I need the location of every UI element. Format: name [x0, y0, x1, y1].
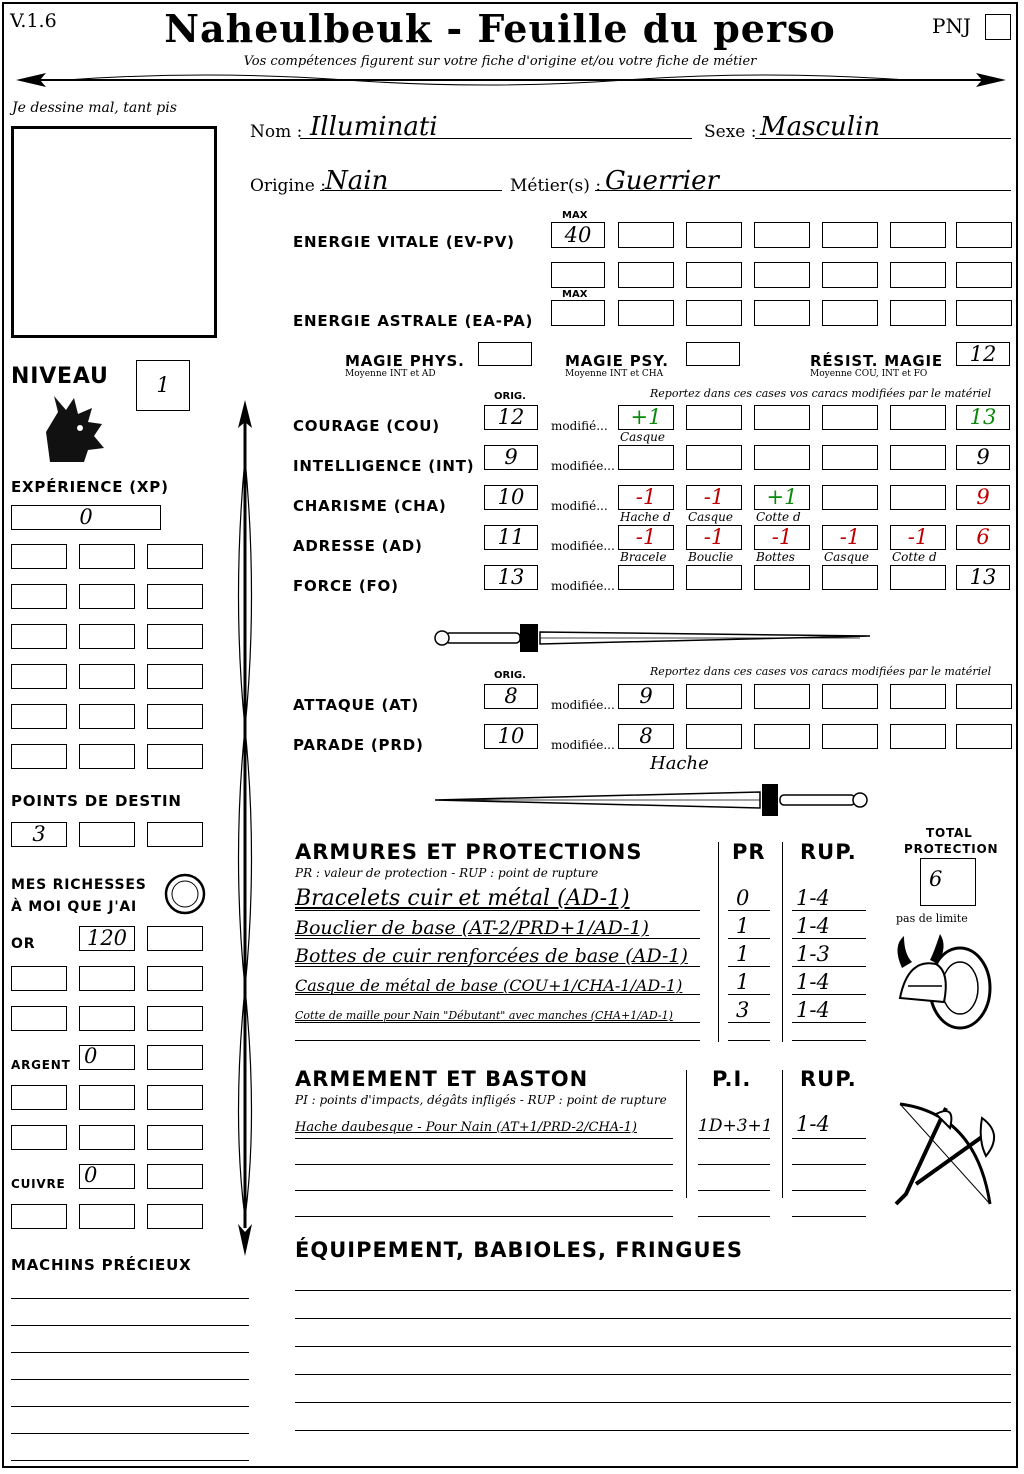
- carac-mod-box[interactable]: [890, 405, 946, 430]
- armement-divider-2: [782, 1070, 783, 1198]
- weapon-line: [295, 1190, 673, 1191]
- machins-line: [11, 1298, 249, 1299]
- carac-mod-note: Casque: [824, 550, 870, 564]
- argent-grid-box[interactable]: [147, 1125, 203, 1150]
- ev-box[interactable]: [618, 222, 674, 248]
- nom-label: Nom :: [250, 122, 303, 142]
- carac-mod-box[interactable]: [822, 445, 878, 470]
- xp-grid-box[interactable]: [79, 744, 135, 769]
- caracs-report-note: Reportez dans ces cases vos caracs modifiées par le matériel: [650, 387, 992, 400]
- armure-pr[interactable]: 0: [736, 886, 750, 910]
- caracs-orig-label: ORIG.: [494, 391, 526, 402]
- equipement-line: [295, 1430, 1011, 1431]
- armure-line: [295, 966, 700, 967]
- xp-grid-box[interactable]: [79, 624, 135, 649]
- combat-mod-box[interactable]: [686, 684, 742, 709]
- equipement-line: [295, 1318, 1011, 1319]
- carac-mod-box[interactable]: -1: [754, 525, 810, 550]
- weapons-icon: [886, 1094, 1006, 1216]
- armure-name[interactable]: Bottes de cuir renforcées de base (AD-1): [295, 945, 688, 967]
- argent-grid-box[interactable]: [11, 1085, 67, 1110]
- nom-value[interactable]: Illuminati: [310, 112, 438, 142]
- armure-pr-line: [728, 910, 770, 911]
- vertical-spear-icon: [228, 398, 262, 1258]
- cuivre-grid-box[interactable]: [147, 1204, 203, 1229]
- weapon-rup[interactable]: 1-4: [796, 1112, 830, 1136]
- metier-label: Métier(s) :: [510, 176, 602, 196]
- or-grid-box[interactable]: [79, 966, 135, 991]
- armure-line: [295, 1040, 700, 1041]
- pnj-label: PNJ: [932, 14, 971, 38]
- carac-mod-box[interactable]: [618, 565, 674, 590]
- carac-final-box[interactable]: 6: [956, 525, 1010, 550]
- or-grid-box[interactable]: [11, 1006, 67, 1031]
- ev-box[interactable]: [890, 222, 946, 248]
- xp-grid-box[interactable]: [11, 744, 67, 769]
- nom-line: [300, 138, 692, 139]
- cuivre-label: CUIVRE: [11, 1177, 66, 1191]
- combat-modif-label: modifiée...: [551, 698, 615, 712]
- ea-box[interactable]: [822, 300, 878, 326]
- argent-grid-box[interactable]: [11, 1125, 67, 1150]
- magie-psy-box[interactable]: [686, 342, 740, 366]
- coin-icon: [162, 872, 208, 916]
- combat-mod-box[interactable]: [890, 724, 946, 749]
- ev-max-box[interactable]: 40: [551, 222, 605, 248]
- weapon-note: Hache: [650, 753, 709, 774]
- armement-rup-label: RUP.: [800, 1067, 857, 1091]
- origine-value[interactable]: Nain: [325, 166, 389, 196]
- carac-modif-label: modifié...: [551, 419, 608, 433]
- weapon-pi-line: [698, 1216, 770, 1217]
- armures-divider-2: [782, 842, 783, 1042]
- resist-magie-sub: Moyenne COU, INT et FO: [810, 369, 928, 379]
- combat-mod-box[interactable]: 8: [618, 724, 674, 749]
- carac-mod-box[interactable]: -1: [618, 485, 674, 510]
- armure-pr[interactable]: 1: [736, 942, 750, 966]
- armure-line: [295, 1022, 700, 1023]
- weapon-pi-line: [698, 1138, 770, 1139]
- niveau-label: NIVEAU: [11, 364, 109, 389]
- carac-mod-note: Bouclie: [688, 550, 734, 564]
- carac-mod-box[interactable]: [822, 565, 878, 590]
- carac-mod-note: Casque: [620, 430, 666, 444]
- carac-mod-box[interactable]: [822, 485, 878, 510]
- armure-pr-line: [728, 1040, 770, 1041]
- ev-max-label: MAX: [562, 210, 588, 221]
- armure-pr-line: [728, 994, 770, 995]
- ea-box[interactable]: [956, 300, 1012, 326]
- sexe-label: Sexe :: [704, 122, 757, 142]
- armure-name[interactable]: Bracelets cuir et métal (AD-1): [295, 886, 630, 911]
- or-label: OR: [11, 936, 36, 952]
- xp-grid-box[interactable]: [79, 584, 135, 609]
- combat-mod-box[interactable]: [686, 724, 742, 749]
- destin-label: POINTS DE DESTIN: [11, 792, 182, 810]
- combat-mod-box[interactable]: [956, 684, 1012, 709]
- weapon-rup-line: [792, 1138, 866, 1139]
- carac-mod-box[interactable]: -1: [822, 525, 878, 550]
- or-box-2[interactable]: [147, 926, 203, 951]
- weapon-rup-line: [792, 1216, 866, 1217]
- weapon-rup-line: [792, 1190, 866, 1191]
- total-protection-label-1: TOTAL: [926, 826, 973, 840]
- or-box[interactable]: 120: [79, 926, 135, 951]
- origine-line: [320, 190, 502, 191]
- carac-label: INTELLIGENCE (INT): [293, 457, 475, 475]
- armure-rup-line: [792, 966, 866, 967]
- armure-line: [295, 994, 700, 995]
- ev-box[interactable]: [754, 222, 810, 248]
- magie-psy-sub: Moyenne INT et CHA: [565, 369, 664, 379]
- magie-phys-box[interactable]: [478, 342, 532, 366]
- xp-grid-box[interactable]: [147, 544, 203, 569]
- armure-line: [295, 938, 700, 939]
- armure-rup[interactable]: 1-4: [796, 998, 830, 1022]
- resist-magie-label: RÉSIST. MAGIE: [810, 352, 943, 370]
- sexe-value[interactable]: Masculin: [760, 112, 881, 142]
- armement-divider-1: [686, 1070, 687, 1198]
- weapon-pi[interactable]: 1D+3+1: [698, 1116, 773, 1136]
- armure-rup[interactable]: 1-3: [796, 942, 830, 966]
- equipement-line: [295, 1346, 1011, 1347]
- armure-pr[interactable]: 1: [736, 970, 750, 994]
- armure-rup[interactable]: 1-4: [796, 970, 830, 994]
- carac-orig-box[interactable]: 12: [484, 405, 538, 430]
- armure-rup-line: [792, 910, 866, 911]
- ea-box[interactable]: [686, 300, 742, 326]
- cuivre-box[interactable]: 0: [79, 1164, 135, 1189]
- resist-magie-box[interactable]: 12: [956, 342, 1010, 366]
- carac-final-box[interactable]: 9: [956, 485, 1010, 510]
- armure-name[interactable]: Bouclier de base (AT-2/PRD+1/AD-1): [295, 917, 649, 939]
- portrait-caption: Je dessine mal, tant pis: [12, 100, 177, 116]
- xp-grid-box[interactable]: [11, 544, 67, 569]
- weapon-line: [295, 1216, 673, 1217]
- carac-mod-box[interactable]: [822, 405, 878, 430]
- armure-rup[interactable]: 1-4: [796, 886, 830, 910]
- xp-grid-box[interactable]: [11, 704, 67, 729]
- machins-label: MACHINS PRÉCIEUX: [11, 1256, 192, 1274]
- weapon-rup-line: [792, 1164, 866, 1165]
- carac-mod-box[interactable]: [754, 565, 810, 590]
- xp-grid-box[interactable]: [147, 704, 203, 729]
- carac-label: COURAGE (COU): [293, 417, 440, 435]
- ev-box-row2[interactable]: [618, 262, 674, 288]
- carac-mod-box[interactable]: [890, 485, 946, 510]
- combat-label: ATTAQUE (AT): [293, 696, 420, 714]
- armement-title: ARMEMENT ET BASTON: [295, 1067, 589, 1091]
- xp-grid-box[interactable]: [147, 584, 203, 609]
- spear-divider-icon: [6, 68, 1016, 92]
- sexe-line: [755, 138, 1011, 139]
- carac-final-box[interactable]: 9: [956, 445, 1010, 470]
- machins-line: [11, 1352, 249, 1353]
- or-grid-box[interactable]: [11, 966, 67, 991]
- carac-mod-note: Bottes: [756, 550, 795, 564]
- xp-grid-box[interactable]: [147, 744, 203, 769]
- xp-grid-box[interactable]: [147, 664, 203, 689]
- carac-mod-box[interactable]: [686, 405, 742, 430]
- combat-mod-box[interactable]: 9: [618, 684, 674, 709]
- xp-grid-box[interactable]: [79, 704, 135, 729]
- machins-line: [11, 1460, 249, 1461]
- ev-box-row2[interactable]: [890, 262, 946, 288]
- carac-mod-box[interactable]: [890, 445, 946, 470]
- carac-label: ADRESSE (AD): [293, 537, 423, 555]
- carac-orig-box[interactable]: 11: [484, 525, 538, 550]
- combat-modif-label: modifiée...: [551, 738, 615, 752]
- combat-mod-box[interactable]: [956, 724, 1012, 749]
- armure-line: [295, 910, 700, 911]
- argent-label: ARGENT: [11, 1058, 71, 1072]
- combat-orig-box[interactable]: 10: [484, 724, 538, 749]
- magie-phys-sub: Moyenne INT et AD: [345, 369, 436, 379]
- equipement-line: [295, 1290, 1011, 1291]
- carac-mod-box[interactable]: [754, 445, 810, 470]
- destin-box-3[interactable]: [147, 822, 203, 847]
- carac-mod-box[interactable]: -1: [890, 525, 946, 550]
- armures-sub: PR : valeur de protection - RUP : point de rupture: [295, 866, 599, 880]
- ea-max-label: MAX: [562, 289, 588, 300]
- carac-label: FORCE (FO): [293, 577, 399, 595]
- version-label: V.1.6: [10, 10, 57, 32]
- cuivre-box-2[interactable]: [147, 1164, 203, 1189]
- combat-mod-box[interactable]: [822, 684, 878, 709]
- machins-line: [11, 1325, 249, 1326]
- combat-orig-label: ORIG.: [494, 670, 526, 681]
- xp-label: EXPÉRIENCE (XP): [11, 478, 169, 496]
- carac-mod-box[interactable]: [686, 445, 742, 470]
- richesses-label-1: MES RICHESSES: [11, 877, 147, 893]
- xp-box[interactable]: 0: [11, 505, 161, 530]
- weapon-line: [295, 1138, 673, 1139]
- armure-rup[interactable]: 1-4: [796, 914, 830, 938]
- argent-grid-box[interactable]: [79, 1125, 135, 1150]
- carac-label: CHARISME (CHA): [293, 497, 447, 515]
- ev-box-row2[interactable]: [822, 262, 878, 288]
- armure-pr[interactable]: 3: [736, 998, 750, 1022]
- machins-line: [11, 1406, 249, 1407]
- armure-name[interactable]: Cotte de maille pour Nain "Débutant" avec manches (CHA+1/AD-1): [295, 1009, 673, 1022]
- carac-modif-label: modifiée...: [551, 579, 615, 593]
- carac-final-box[interactable]: 13: [956, 565, 1010, 590]
- carac-mod-box[interactable]: [618, 445, 674, 470]
- xp-grid-box[interactable]: [147, 624, 203, 649]
- metier-line: [595, 190, 1011, 191]
- richesses-label-2: À MOI QUE J'AI: [11, 899, 138, 915]
- sword-icon: [430, 618, 875, 658]
- armure-name[interactable]: Casque de métal de base (COU+1/CHA-1/AD-1): [295, 976, 683, 995]
- weapon-line: [295, 1164, 673, 1165]
- carac-mod-box[interactable]: -1: [618, 525, 674, 550]
- carac-orig-box[interactable]: 10: [484, 485, 538, 510]
- xp-grid-box[interactable]: [11, 584, 67, 609]
- magie-psy-label: MAGIE PSY.: [565, 352, 669, 370]
- cuivre-grid-box[interactable]: [11, 1204, 67, 1229]
- armure-pr-line: [728, 938, 770, 939]
- niveau-box[interactable]: 1: [136, 360, 190, 411]
- carac-modif-label: modifié...: [551, 499, 608, 513]
- armement-sub: PI : points d'impacts, dégâts infligés - RUP : point de rupture: [295, 1093, 667, 1107]
- ea-box[interactable]: [618, 300, 674, 326]
- carac-mod-box[interactable]: [754, 405, 810, 430]
- or-grid-box[interactable]: [147, 966, 203, 991]
- ev-label: ENERGIE VITALE (EV-PV): [293, 233, 515, 251]
- carac-mod-box[interactable]: [686, 565, 742, 590]
- armement-pi-label: P.I.: [712, 1067, 752, 1091]
- armure-pr-line: [728, 1022, 770, 1023]
- armures-title: ARMURES ET PROTECTIONS: [295, 840, 643, 864]
- argent-grid-box[interactable]: [79, 1085, 135, 1110]
- weapon-pi-line: [698, 1164, 770, 1165]
- combat-report-note: Reportez dans ces cases vos caracs modifiées par le matériel: [650, 665, 992, 678]
- xp-grid-box[interactable]: [79, 544, 135, 569]
- combat-mod-box[interactable]: [754, 684, 810, 709]
- carac-orig-box[interactable]: 9: [484, 445, 538, 470]
- page-subtitle: Vos compétences figurent sur votre fiche d'origine et/ou votre fiche de métier: [243, 54, 757, 69]
- ev-box-row2[interactable]: [956, 262, 1012, 288]
- ev-box[interactable]: [686, 222, 742, 248]
- carac-mod-box[interactable]: -1: [686, 525, 742, 550]
- equipement-line: [295, 1402, 1011, 1403]
- armure-rup-line: [792, 994, 866, 995]
- equipement-title: ÉQUIPEMENT, BABIOLES, FRINGUES: [295, 1238, 743, 1262]
- helmet-shield-icon: [888, 928, 998, 1038]
- metier-value[interactable]: Guerrier: [605, 166, 719, 196]
- ev-box-row2[interactable]: [754, 262, 810, 288]
- portrait-box[interactable]: [11, 126, 217, 338]
- ev-box-row2[interactable]: [686, 262, 742, 288]
- armure-rup-line: [792, 1040, 866, 1041]
- combat-mod-box[interactable]: [822, 724, 878, 749]
- or-grid-box[interactable]: [147, 1006, 203, 1031]
- ev-box[interactable]: [822, 222, 878, 248]
- armures-divider-1: [718, 842, 719, 1042]
- origine-label: Origine :: [250, 176, 326, 196]
- carac-mod-box[interactable]: [890, 565, 946, 590]
- ea-max-box[interactable]: [551, 300, 605, 326]
- ev-box[interactable]: [956, 222, 1012, 248]
- armures-pr-label: PR: [732, 840, 766, 864]
- ea-box[interactable]: [890, 300, 946, 326]
- argent-grid-box[interactable]: [147, 1085, 203, 1110]
- armure-pr-line: [728, 966, 770, 967]
- carac-mod-note: Hache d: [620, 510, 671, 524]
- carac-modif-label: modifiée...: [551, 539, 615, 553]
- or-grid-box[interactable]: [79, 1006, 135, 1031]
- destin-box-1[interactable]: 3: [11, 822, 67, 847]
- armure-pr[interactable]: 1: [736, 914, 750, 938]
- combat-mod-box[interactable]: [890, 684, 946, 709]
- combat-label: PARADE (PRD): [293, 736, 424, 754]
- carac-modif-label: modifiée...: [551, 459, 615, 473]
- combat-orig-box[interactable]: 8: [484, 684, 538, 709]
- ea-box[interactable]: [754, 300, 810, 326]
- weapon-pi-line: [698, 1190, 770, 1191]
- dragon-icon: [40, 392, 106, 464]
- ev-box-row2-first[interactable]: [551, 262, 605, 288]
- carac-mod-box[interactable]: +1: [754, 485, 810, 510]
- carac-orig-box[interactable]: 13: [484, 565, 538, 590]
- xp-grid-box[interactable]: [11, 624, 67, 649]
- combat-mod-box[interactable]: [754, 724, 810, 749]
- armure-rup-line: [792, 1022, 866, 1023]
- page-title: Naheulbeuk - Feuille du perso: [164, 6, 836, 51]
- armures-rup-label: RUP.: [800, 840, 857, 864]
- carac-mod-note: Bracele: [620, 550, 667, 564]
- machins-line: [11, 1379, 249, 1380]
- carac-mod-note: Cotte d: [756, 510, 801, 524]
- carac-mod-box[interactable]: +1: [618, 405, 674, 430]
- xp-grid-box[interactable]: [79, 664, 135, 689]
- no-limit-note: pas de limite: [896, 912, 968, 925]
- equipement-line: [295, 1374, 1011, 1375]
- cuivre-grid-box[interactable]: [79, 1204, 135, 1229]
- machins-line: [11, 1433, 249, 1434]
- carac-mod-note: Casque: [688, 510, 734, 524]
- carac-mod-note: Cotte d: [892, 550, 937, 564]
- sword-icon-2: [430, 780, 875, 820]
- destin-box-2[interactable]: [79, 822, 135, 847]
- carac-final-box[interactable]: 13: [956, 405, 1010, 430]
- argent-box[interactable]: 0: [79, 1045, 135, 1070]
- ea-label: ENERGIE ASTRALE (EA-PA): [293, 312, 534, 330]
- argent-box-2[interactable]: [147, 1045, 203, 1070]
- magie-phys-label: MAGIE PHYS.: [345, 352, 465, 370]
- weapon-name[interactable]: Hache daubesque - Pour Nain (AT+1/PRD-2/CHA-1): [295, 1120, 637, 1135]
- carac-mod-box[interactable]: -1: [686, 485, 742, 510]
- pnj-checkbox[interactable]: [985, 14, 1011, 40]
- total-protection-label-2: PROTECTION: [904, 842, 999, 856]
- armure-rup-line: [792, 938, 866, 939]
- xp-grid-box[interactable]: [11, 664, 67, 689]
- total-protection-box[interactable]: 6: [920, 858, 976, 906]
